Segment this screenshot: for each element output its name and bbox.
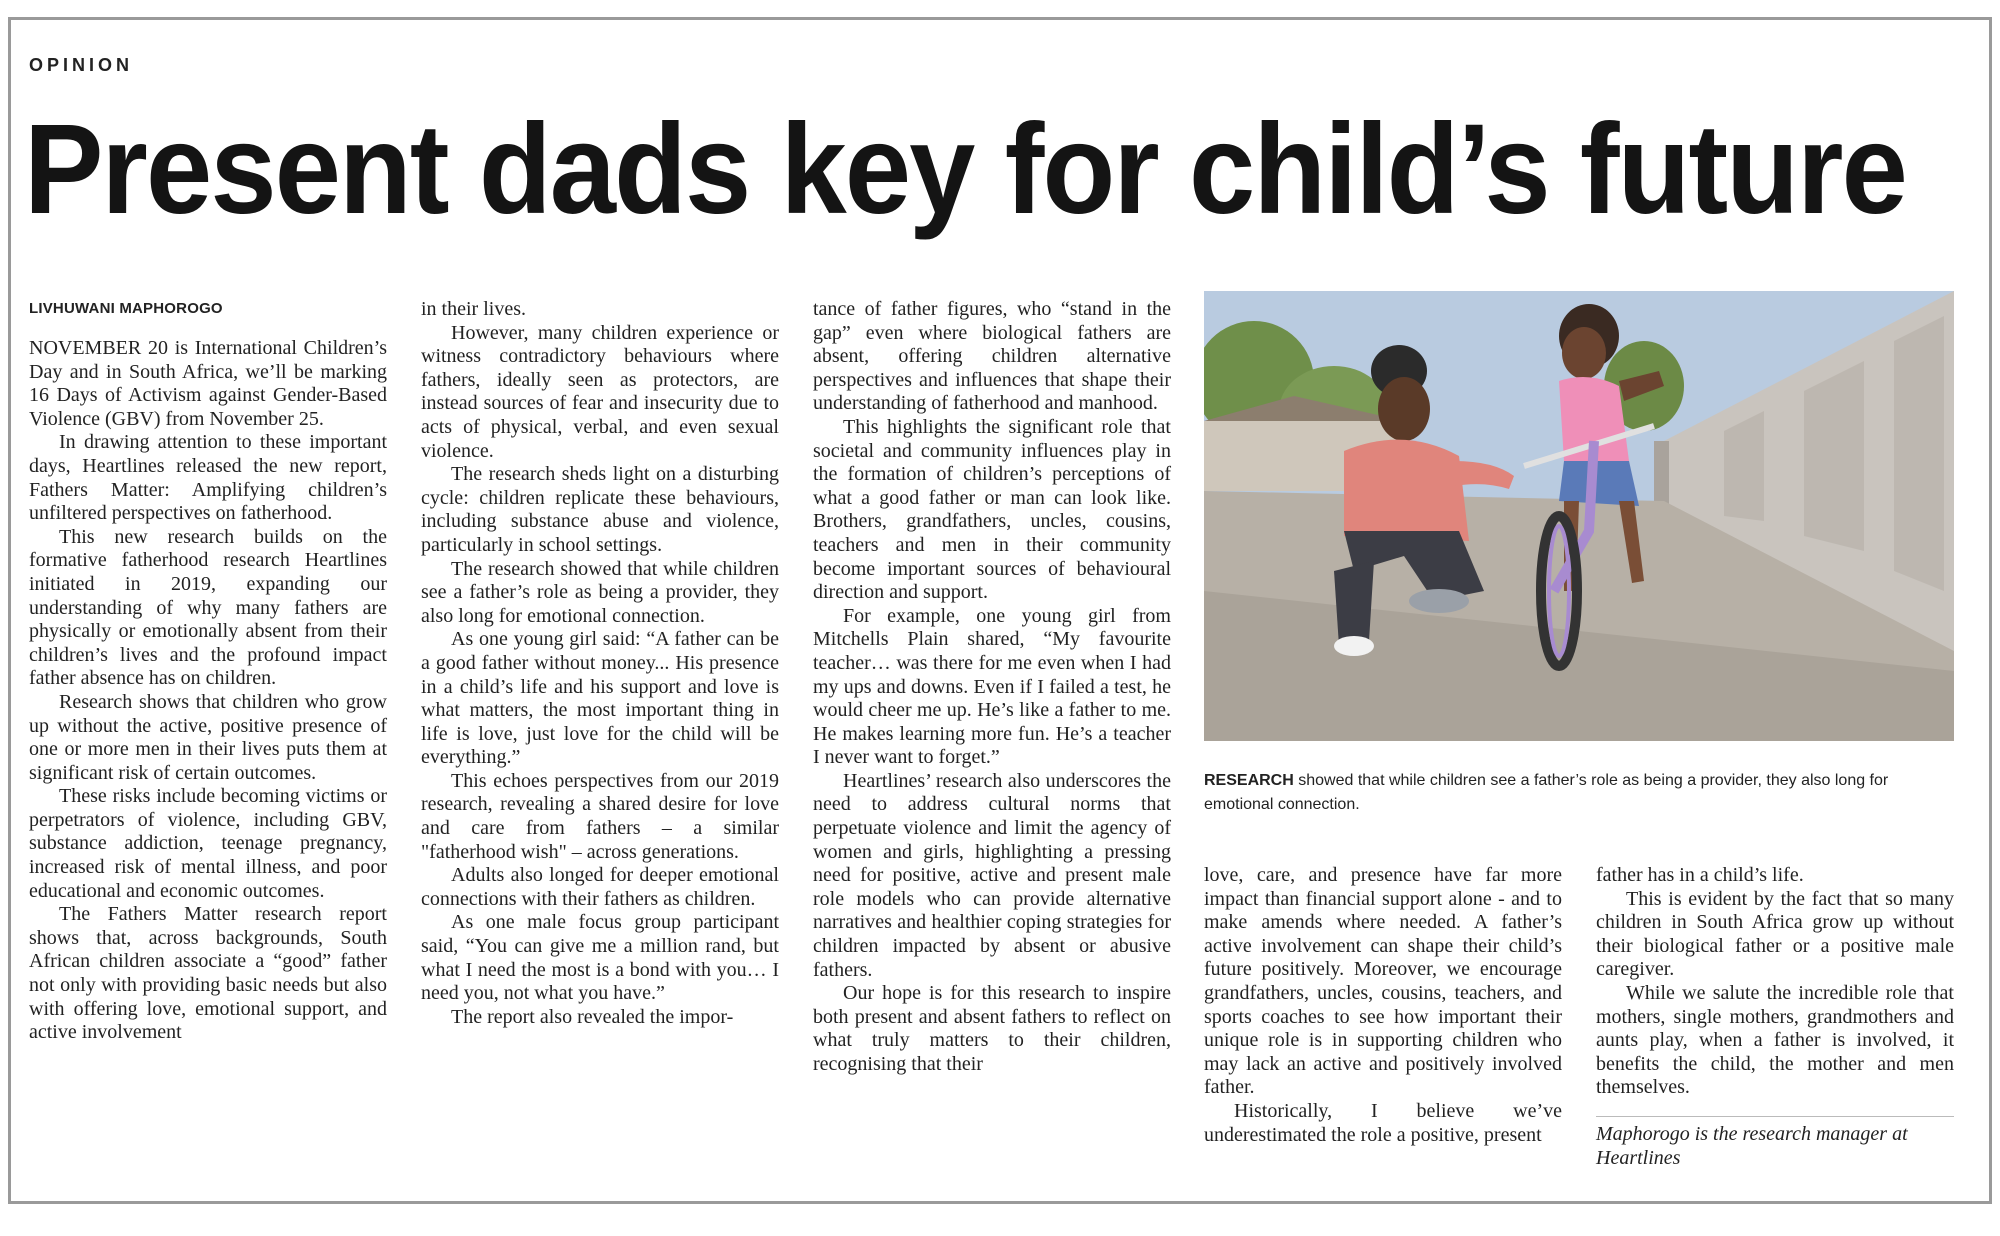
paragraph: This is evident by the fact that so many children in South Africa grow up without their biological father or a positive male caregiver. [1596,887,1954,981]
paragraph: For example, one young girl from Mitchells Plain shared, “My favourite teacher… was there for me even when I had my ups and downs. Even if I failed a test, he would cheer me up. He’s like a father to me. He makes learning more fun. He’s a teacher I never want to forget.” [813,604,1171,769]
paragraph: This echoes perspectives from our 2019 research, revealing a shared desire for love and care from fathers – a similar "fatherhood wish" – across generations. [421,769,779,863]
section-label: OPINION [29,55,134,75]
column-4 [1204,864,1562,1147]
column-2 [421,298,779,1029]
bio-divider [1596,1116,1954,1117]
paragraph: As one male focus group participant said, “You can give me a million rand, but what I need the most is a bond with you… I need you, not what you have.” [421,911,779,1005]
paragraph: love, care, and presence have far more impact than financial support alone - and to make amends where needed. A father’s active involvement can shape their child’s future positively. Moreover, we encourage grandfathers, uncles, cousins, teachers, and sports coaches to see how important their unique role is in supporting children who may lack an active and positively involved father. [1204,864,1562,1099]
author-bio: Maphorogo is the research manager at Heartlines [1596,1123,1908,1169]
paragraph: The Fathers Matter research report shows that, across backgrounds, South African children associate a “good” father not only with providing basic needs but also with offering love, emotional support, and active involvement [29,903,387,1044]
paragraph: Historically, I believe we’ve underestimated the role a positive, present [1204,1099,1562,1146]
photo-father-daughter-bicycle-icon [1204,291,1954,741]
paragraph: Research shows that children who grow up without the active, positive presence of one or more men in their lives puts them at significant risk of certain outcomes. [29,690,387,784]
paragraph: These risks include becoming victims or perpetrators of violence, including GBV, substance addiction, teenage pregnancy, increased risk of mental illness, and poor educational and economic outcomes. [29,785,387,902]
byline: LIVHUWANI MAPHOROGO [29,300,223,317]
headline: Present dads key for child’s future [24,98,1906,241]
article-photo [1204,291,1954,741]
paragraph: Heartlines’ research also underscores the need to address cultural norms that perpetuate violence and limit the agency of women and girls, highlighting a pressing need for positive, active and present male role models who can provide alternative narratives and healthier coping strategies for children impacted by absent or abusive fathers. [813,769,1171,981]
column-5 [1596,864,1954,1100]
column-3 [813,298,1171,1077]
paragraph: Adults also longed for deeper emotional connections with their fathers as children. [421,864,779,910]
paragraph: As one young girl said: “A father can be a good father without money... His presence in a child’s life and his support and love is what matters, the most important thing in life is love, just love for the child will be everything.” [421,628,779,769]
caption-text: showed that while children see a father’s role as being a provider, they also long for emotional connection. [1204,772,1889,813]
paragraph: This new research builds on the formative fatherhood research Heartlines initiated in 2019, expanding our understanding of why many fathers are physically or emotionally absent from their children’s lives and the profound impact father absence has on children. [29,525,387,690]
caption-lead: RESEARCH [1204,772,1294,789]
paragraph: in their lives. [421,298,526,320]
paragraph: However, many children experience or witness contradictory behaviours where fathers, ideally seen as protectors, are instead sources of fear and insecurity due to acts of physical, verbal, and even sexual violence. [421,321,779,462]
paragraph: While we salute the incredible role that mothers, single mothers, grandmothers and aunts play, when a father is involved, it benefits the child, the mother and men themselves. [1596,981,1954,1099]
paragraph: father has in a child’s life. [1596,864,1804,886]
photo-caption [1204,769,1954,817]
paragraph: The research showed that while children see a father’s role as being a provider, they also long for emotional connection. [421,557,779,627]
paragraph: Our hope is for this research to inspire both present and absent fathers to reflect on what truly matters to their children, recognising that their [813,982,1171,1075]
paragraph: The research sheds light on a disturbing cycle: children replicate these behaviours, including substance abuse and violence, particularly in school settings. [421,463,779,556]
paragraph: tance of father figures, who “stand in the gap” even where biological fathers are absent, offering children alternative perspectives and influences that shape their understanding of fatherhood and manhood. [813,298,1171,415]
paragraph: The report also revealed the impor- [451,1005,734,1028]
paragraph: NOVEMBER 20 is International Children’s Day and in South Africa, we’ll be marking 16 Days of Activism against Gender-Based Violence (GBV) from November 25. [29,337,387,430]
paragraph: In drawing attention to these important days, Heartlines released the new report, Fathers Matter: Amplifying children’s unfiltered perspectives on fatherhood. [29,431,387,525]
paragraph: This highlights the significant role that societal and community influences play in the formation of children’s perceptions of what a good father or man can look like. Brothers, grandfathers, uncles, cousins, teachers and men in their community become important sources of behavioural direction and support. [813,415,1171,604]
column-1 [29,298,387,1045]
